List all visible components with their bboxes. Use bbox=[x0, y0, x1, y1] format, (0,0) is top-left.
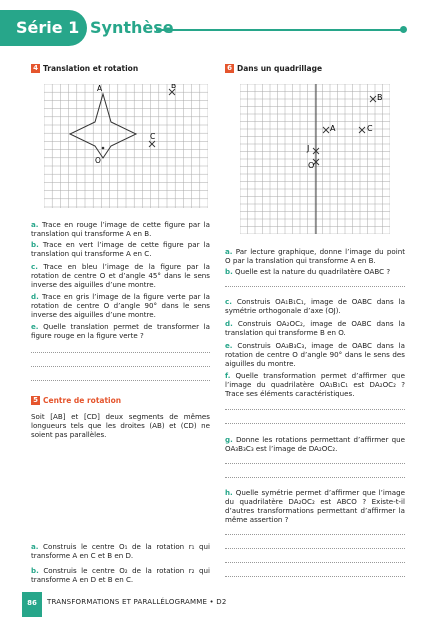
header-rule bbox=[156, 29, 402, 31]
sec6-question-g: g. Donne les rotations permettant d’affirmer que OA₃B₃C₃ est l’image de DA₂OC₂. bbox=[225, 435, 405, 454]
sec5-question-a: a. Construis le centre O₁ de la rotation r₁ qui transforme A en C et B en D. bbox=[31, 542, 210, 561]
answer-line[interactable] bbox=[225, 562, 405, 563]
answer-line[interactable] bbox=[225, 423, 405, 424]
footer-title: TRANSFORMATIONS ET PARALLÉLOGRAMME • D2 bbox=[47, 598, 227, 606]
answer-line[interactable] bbox=[225, 548, 405, 549]
label-A: A bbox=[97, 84, 103, 93]
sec4-question-a: a. Trace en rouge l’image de cette figure par la translation qui transforme A en B. bbox=[31, 220, 210, 239]
section-5-title: Centre de rotation bbox=[43, 396, 122, 405]
sec6-question-f: f. Quelle transformation permet d’affirmer que l’image du quadrilatère OA₁B₁C₁ est DA₂OC₂ ? Trace ses éléments caractéristiques. bbox=[225, 371, 405, 399]
answer-line[interactable] bbox=[31, 380, 210, 381]
section-4-title: Translation et rotation bbox=[43, 64, 139, 73]
sec6-question-a: a. Par lecture graphique, donne l’image du point O par la translation qui transforme A en B. bbox=[225, 247, 405, 266]
grid-quadrillage bbox=[240, 84, 390, 234]
sec4-question-b: b. Trace en vert l’image de cette figure par la translation qui transforme A en C. bbox=[31, 240, 210, 259]
sec6-question-b: b. Quelle est la nature du quadrilatère OABC ? bbox=[225, 267, 391, 276]
header-dot bbox=[400, 26, 407, 33]
label-A: A bbox=[330, 124, 336, 133]
sec4-question-c: c. Trace en bleu l’image de la figure par la rotation de centre O et d’angle 45° dans le sens inverse des aiguilles d’une montre. bbox=[31, 262, 210, 290]
section-4-heading bbox=[31, 64, 138, 73]
grid-figure-star bbox=[44, 84, 208, 208]
sec6-question-c: c. Construis OA₁B₁C₁, image de OABC dans la symétrie orthogonale d’axe (OJ). bbox=[225, 297, 405, 316]
label-O: O bbox=[308, 161, 315, 170]
sec5-intro: Soit [AB] et [CD] deux segments de mêmes longueurs tels que les droites (AB) et (CD) ne soient pas parallèles. bbox=[31, 412, 210, 440]
section-6-heading bbox=[225, 64, 322, 73]
label-C: C bbox=[150, 132, 156, 141]
sec4-question-d: d. Trace en gris l’image de la figure verte par la rotation de centre O d’angle 90° dans le sens inverse des aiguilles d’une montre. bbox=[31, 292, 210, 320]
label-O: O bbox=[95, 156, 101, 165]
answer-line[interactable] bbox=[225, 409, 405, 410]
label-B: B bbox=[377, 93, 383, 102]
answer-line[interactable] bbox=[225, 534, 405, 535]
serie-label: Série 1 bbox=[16, 18, 80, 37]
answer-line[interactable] bbox=[31, 352, 210, 353]
section-5-number: 5 bbox=[31, 396, 40, 405]
answer-line[interactable] bbox=[225, 576, 405, 577]
sec6-question-d: d. Construis OA₂OC₂, image de OABC dans la translation qui transforme B en O. bbox=[225, 319, 405, 338]
answer-line[interactable] bbox=[225, 477, 405, 478]
answer-line[interactable] bbox=[31, 366, 210, 367]
sec4-question-e: e. Quelle translation permet de transformer la figure rouge en la figure verte ? bbox=[31, 322, 210, 341]
sec6-question-e: e. Construis OA₃B₃C₃, image de OABC dans la rotation de centre O d’angle 90° dans le sens des aiguilles du montre. bbox=[225, 341, 405, 369]
answer-line[interactable] bbox=[225, 463, 405, 464]
section-6-number: 6 bbox=[225, 64, 234, 73]
label-C: C bbox=[367, 124, 373, 133]
answer-line[interactable] bbox=[225, 286, 405, 287]
page-number: 86 bbox=[22, 592, 42, 617]
sec6-question-h: h. Quelle symétrie permet d’affirmer que l’image du quadrilatère DA₂OC₂ est ABCO ? Existe-t-il d’autres transformations permettant d’affirmer la même assertion ? bbox=[225, 488, 405, 525]
label-J: J bbox=[307, 144, 310, 153]
sec5-question-b: b. Construis le centre O₂ de la rotation r₂ qui transforme A en D et B en C. bbox=[31, 566, 210, 585]
page-title: Synthèse bbox=[90, 18, 174, 37]
section-5-heading bbox=[31, 396, 121, 405]
section-4-number: 4 bbox=[31, 64, 40, 73]
section-6-title: Dans un quadrillage bbox=[237, 64, 323, 73]
label-B: B bbox=[171, 84, 177, 90]
